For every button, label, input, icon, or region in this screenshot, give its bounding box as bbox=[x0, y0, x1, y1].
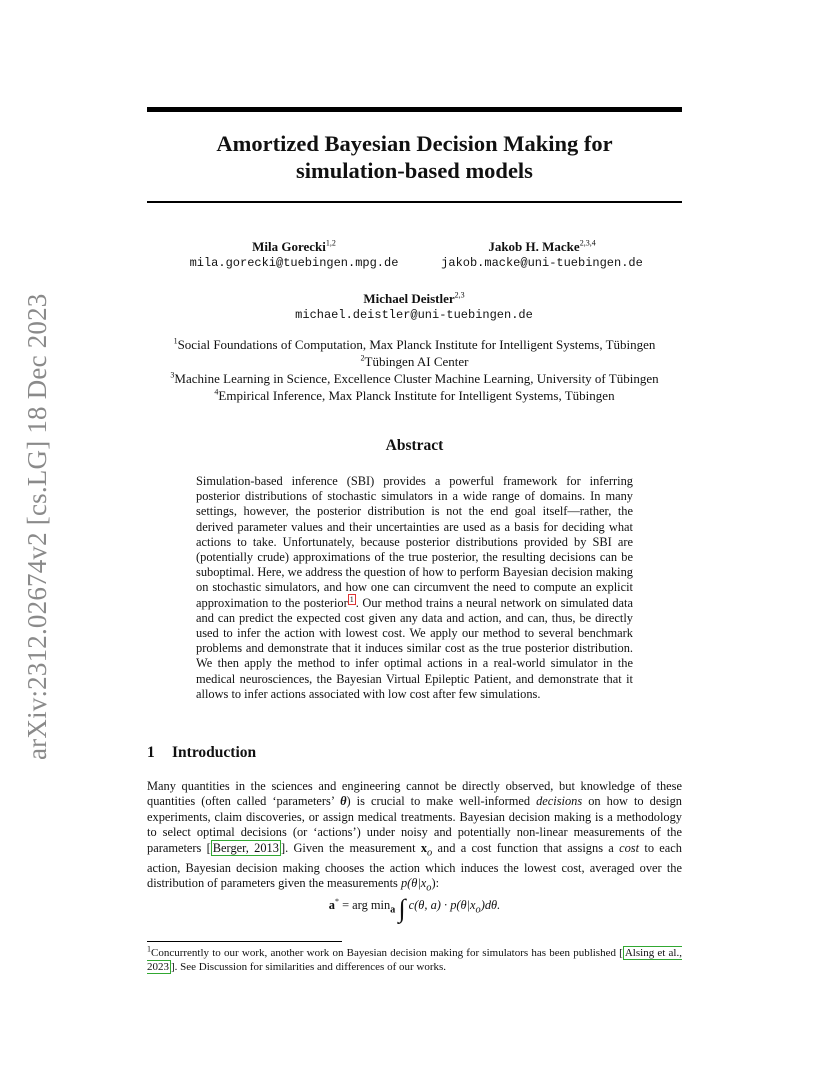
author-affil-sup: 1,2 bbox=[325, 238, 336, 248]
affiliation bbox=[147, 370, 682, 387]
affiliations bbox=[147, 336, 682, 404]
equation bbox=[147, 894, 682, 924]
affiliation-text: Social Foundations of Computation, Max Planck Institute for Intelligent Systems, Tübingen bbox=[177, 337, 656, 352]
body-text: and a cost function that assigns a bbox=[432, 840, 620, 855]
author-affil-sup: 2,3,4 bbox=[579, 238, 596, 248]
footnote bbox=[147, 946, 682, 974]
abstract-text: . Our method trains a neural network on simulated data and can predict the expected cost given any data and action, and can, thus, be directly used to infer the action with lowest cost. We apply our method to several benchmark problems and demonstrate that it induces similar cost as the true posterior distribution. We then apply the method to infer optimal actions in a real-world simulator in the medical neurosciences, the Bayesian Virtual Epileptic Patient, and demonstrate that it allows to infer actions associated with low cost after few simulations. bbox=[196, 595, 633, 701]
author-email: mila.gorecki@tuebingen.mpg.de bbox=[189, 256, 399, 270]
eq-argmin: = arg min bbox=[339, 898, 391, 912]
author-name: Michael Deistler bbox=[363, 291, 455, 306]
math-theta: θ bbox=[340, 794, 347, 809]
author-email: jakob.macke@uni-tuebingen.de bbox=[441, 256, 643, 270]
abstract-body bbox=[196, 474, 633, 702]
math-posterior: p(θ|x bbox=[400, 875, 427, 890]
citation-link[interactable]: Alsing et al., 2023 bbox=[147, 947, 682, 973]
affiliation bbox=[147, 353, 682, 370]
title-bottom-rule bbox=[147, 201, 682, 203]
affiliation-sup: 2 bbox=[360, 353, 365, 363]
body-text: to each action, Bayesian decision making chooses the action which induces the lowest cost, averaged over the distribution of parameters given the measurements bbox=[147, 840, 683, 890]
title-line-1: Amortized Bayesian Decision Making for bbox=[216, 131, 613, 156]
footnote-rule bbox=[147, 941, 342, 942]
author-block-3 bbox=[264, 290, 564, 324]
author-name: Mila Gorecki bbox=[252, 239, 326, 254]
title-line-2: simulation-based models bbox=[296, 158, 533, 183]
body-text: ]. Given the measurement bbox=[280, 840, 421, 855]
author-email: michael.deistler@uni-tuebingen.de bbox=[295, 308, 533, 322]
author-block-2 bbox=[412, 238, 672, 272]
section-heading bbox=[147, 744, 256, 762]
affiliation-text: Tübingen AI Center bbox=[364, 354, 469, 369]
footnote-text: ]. See Discussion for similarities and differences of our works. bbox=[171, 961, 447, 973]
affiliation-text: Empirical Inference, Max Planck Institute for Intelligent Systems, Tübingen bbox=[218, 388, 615, 403]
section-number: 1 bbox=[147, 744, 155, 761]
affiliation-sup: 4 bbox=[214, 387, 219, 397]
math-x: x bbox=[420, 840, 428, 855]
eq-argmin-sub: a bbox=[390, 904, 396, 916]
emphasis-decisions: decisions bbox=[536, 794, 583, 809]
abstract-heading: Abstract bbox=[385, 437, 444, 454]
arxiv-identifier: arXiv:2312.02674v2 [cs.LG] 18 Dec 2023 bbox=[22, 293, 52, 760]
eq-sub: o bbox=[475, 904, 481, 916]
intro-paragraph bbox=[147, 779, 682, 896]
footnote-link[interactable]: 1 bbox=[349, 594, 354, 604]
body-text: Many quantities in the sciences and engineering cannot be directly observed, but knowledge of these quantities (often called ‘parameters’ bbox=[147, 779, 682, 809]
affiliation bbox=[147, 387, 682, 404]
body-text: ): bbox=[431, 875, 440, 890]
eq-sup: * bbox=[335, 896, 339, 906]
body-text: ) is crucial to make well-informed bbox=[346, 794, 537, 809]
affiliation bbox=[147, 336, 682, 353]
emphasis-cost: cost bbox=[619, 840, 640, 855]
section-title: Introduction bbox=[172, 744, 257, 761]
affiliation-sup: 1 bbox=[173, 336, 178, 346]
abstract-text: Simulation-based inference (SBI) provides a powerful framework for inferring posterior distributions of stochastic simulators in a wide range of domains. In many settings, however, the posterior distribution is not the end goal itself—rather, the derived parameter values and their uncertainties are used as a basis for deciding what actions to take. Unfortunately, because posterior distributions provided by SBI are (potentially crude) approximations of the true posterior, the resulting decisions can be suboptimal. Here, we address the question of how to perform Bayesian decision making on stochastic simulators, and how one can circumvent the need to compute an explicit approximation to the posterior bbox=[196, 474, 633, 610]
eq-rhs: c(θ, a) · p(θ|x bbox=[408, 898, 476, 912]
affiliation-sup: 3 bbox=[170, 370, 175, 380]
paper-title bbox=[147, 130, 682, 184]
body-text: on how to design experiments, claim discoveries, or assign medical treatments. Bayesian decision making is a methodology to select optimal decisions (or ‘actions’) under noisy and potentially non-linear measurements of the parameters [ bbox=[147, 794, 682, 855]
author-name: Jakob H. Macke bbox=[488, 239, 580, 254]
citation-link[interactable]: Berger, 2013 bbox=[212, 840, 279, 855]
integral-symbol: ∫ bbox=[398, 894, 406, 923]
eq-lhs: a bbox=[328, 898, 335, 912]
footnote-mark: 1 bbox=[147, 944, 151, 954]
title-top-rule bbox=[147, 107, 682, 112]
math-subscript: o bbox=[427, 847, 433, 859]
footnote-text: Concurrently to our work, another work on Bayesian decision making for simulators has been published [ bbox=[151, 947, 623, 959]
math-subscript: o bbox=[426, 882, 432, 894]
author-affil-sup: 2,3 bbox=[454, 290, 465, 300]
affiliation-text: Machine Learning in Science, Excellence Cluster Machine Learning, University of Tübingen bbox=[174, 371, 659, 386]
author-block-1 bbox=[164, 238, 424, 272]
eq-rhs-end: )dθ. bbox=[480, 898, 501, 912]
